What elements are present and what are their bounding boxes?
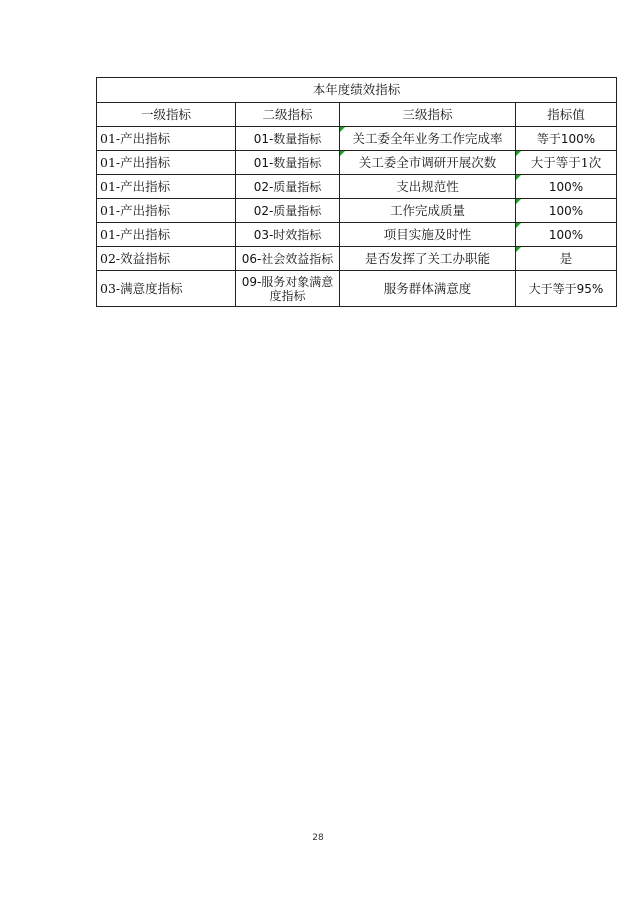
level2-cell: 09-服务对象满意度指标 bbox=[236, 271, 340, 307]
table-title-row bbox=[97, 78, 617, 103]
level1-cell: 01-产出指标 bbox=[97, 223, 236, 247]
level3-cell: 工作完成质量 bbox=[340, 199, 516, 223]
table-row bbox=[97, 247, 617, 271]
level2-cell: 01-数量指标 bbox=[236, 151, 340, 175]
page-number: 28 bbox=[312, 833, 324, 843]
level2-cell: 06-社会效益指标 bbox=[236, 247, 340, 271]
value-cell: 大于等于1次 bbox=[516, 151, 617, 175]
table-row bbox=[97, 223, 617, 247]
value-cell: 大于等于95% bbox=[516, 271, 617, 307]
level3-cell: 关工委全年业务工作完成率 bbox=[340, 127, 516, 151]
level1-cell: 01-产出指标 bbox=[97, 199, 236, 223]
table-row bbox=[97, 271, 617, 307]
value-cell: 100% bbox=[516, 223, 617, 247]
level1-cell: 01-产出指标 bbox=[97, 151, 236, 175]
header-value: 指标值 bbox=[516, 103, 617, 127]
table-row bbox=[97, 175, 617, 199]
value-cell: 等于100% bbox=[516, 127, 617, 151]
table-header-row bbox=[97, 103, 617, 127]
value-cell: 是 bbox=[516, 247, 617, 271]
header-level2: 二级指标 bbox=[236, 103, 340, 127]
performance-indicator-table bbox=[96, 77, 617, 307]
level1-cell: 03-满意度指标 bbox=[97, 271, 236, 307]
level2-cell: 02-质量指标 bbox=[236, 175, 340, 199]
table-row bbox=[97, 199, 617, 223]
level1-cell: 01-产出指标 bbox=[97, 127, 236, 151]
value-cell: 100% bbox=[516, 199, 617, 223]
level1-cell: 02-效益指标 bbox=[97, 247, 236, 271]
level2-cell: 03-时效指标 bbox=[236, 223, 340, 247]
table-title: 本年度绩效指标 bbox=[97, 78, 617, 103]
level3-cell: 关工委全市调研开展次数 bbox=[340, 151, 516, 175]
level3-cell: 支出规范性 bbox=[340, 175, 516, 199]
value-cell: 100% bbox=[516, 175, 617, 199]
level3-cell: 项目实施及时性 bbox=[340, 223, 516, 247]
level1-cell: 01-产出指标 bbox=[97, 175, 236, 199]
table-row bbox=[97, 151, 617, 175]
level3-cell: 服务群体满意度 bbox=[340, 271, 516, 307]
header-level1: 一级指标 bbox=[97, 103, 236, 127]
level2-cell: 02-质量指标 bbox=[236, 199, 340, 223]
level2-cell: 01-数量指标 bbox=[236, 127, 340, 151]
header-level3: 三级指标 bbox=[340, 103, 516, 127]
table-row bbox=[97, 127, 617, 151]
level3-cell: 是否发挥了关工办职能 bbox=[340, 247, 516, 271]
